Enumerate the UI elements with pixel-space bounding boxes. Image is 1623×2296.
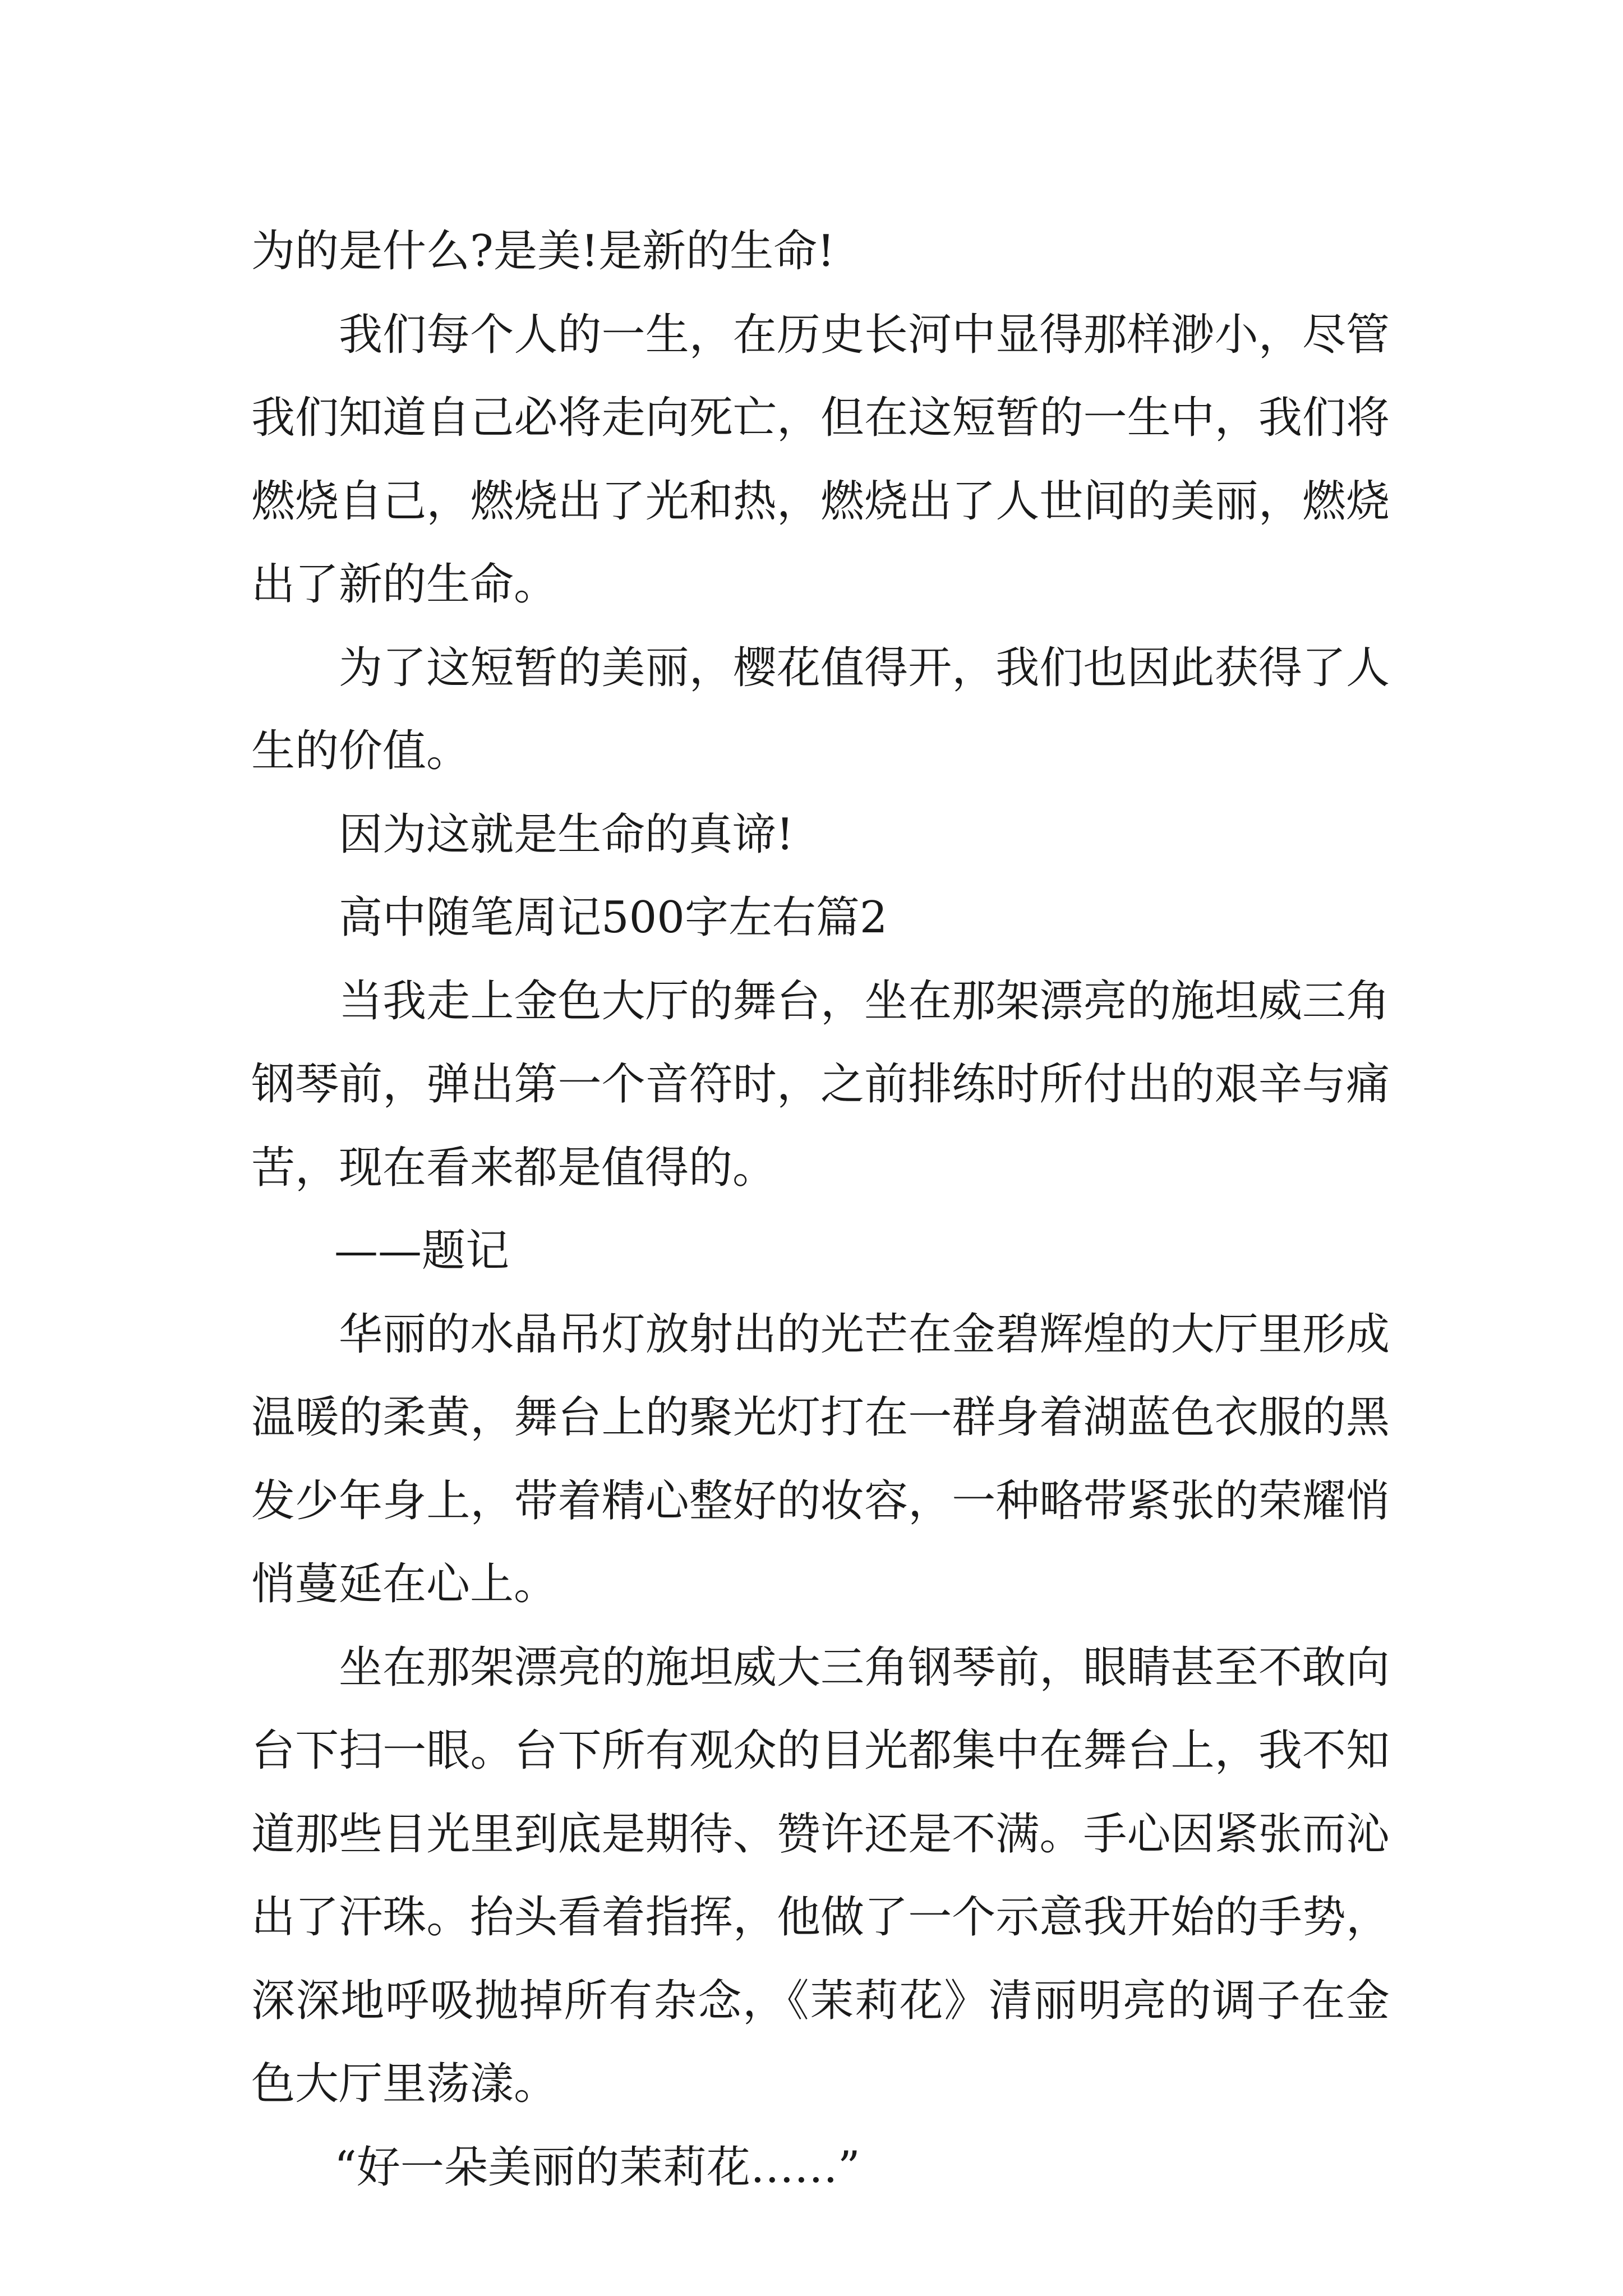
- paragraph: 华丽的水晶吊灯放射出的光芒在金碧辉煌的大厅里形成温暖的柔黄，舞台上的聚光灯打在一群身着湖蓝色衣服的黑发少年身上，带着精心整好的妆容，一种略带紧张的荣耀悄悄蔓延在心上。: [251, 1309, 1390, 1609]
- quoted-line: “好一朵美丽的茉莉花……”: [334, 2142, 860, 2193]
- paragraph: 因为这就是生命的真谛!: [339, 809, 794, 860]
- document-body: [251, 210, 1390, 2209]
- epigraph-attribution: ——题记: [334, 1226, 510, 1276]
- paragraph: 为的是什么?是美!是新的生命!: [251, 226, 835, 277]
- paragraph: 我们每个人的一生，在历史长河中显得那样渺小，尽管我们知道自己必将走向死亡，但在这短暂的一生中，我们将燃烧自己，燃烧出了光和热，燃烧出了人世间的美丽，燃烧出了新的生命。: [251, 309, 1390, 610]
- paragraph: 为了这短暂的美丽，樱花值得开，我们也因此获得了人生的价值。: [251, 642, 1390, 776]
- paragraph: 坐在那架漂亮的施坦威大三角钢琴前，眼睛甚至不敢向台下扫一眼。台下所有观众的目光都集中在舞台上，我不知道那些目光里到底是期待、赞许还是不满。手心因紧张而沁出了汗珠。抬头看着指挥，他做了一个示意我开始的手势，深深地呼吸抛掉所有杂念，《茉莉花》清丽明亮的调子在金色大厅里荡漾。: [251, 1642, 1390, 2109]
- section-heading: 高中随笔周记500字左右篇2: [339, 892, 888, 943]
- paragraph: 当我走上金色大厅的舞台，坐在那架漂亮的施坦威三角钢琴前，弹出第一个音符时，之前排练时所付出的艰辛与痛苦，现在看来都是值得的。: [251, 976, 1390, 1193]
